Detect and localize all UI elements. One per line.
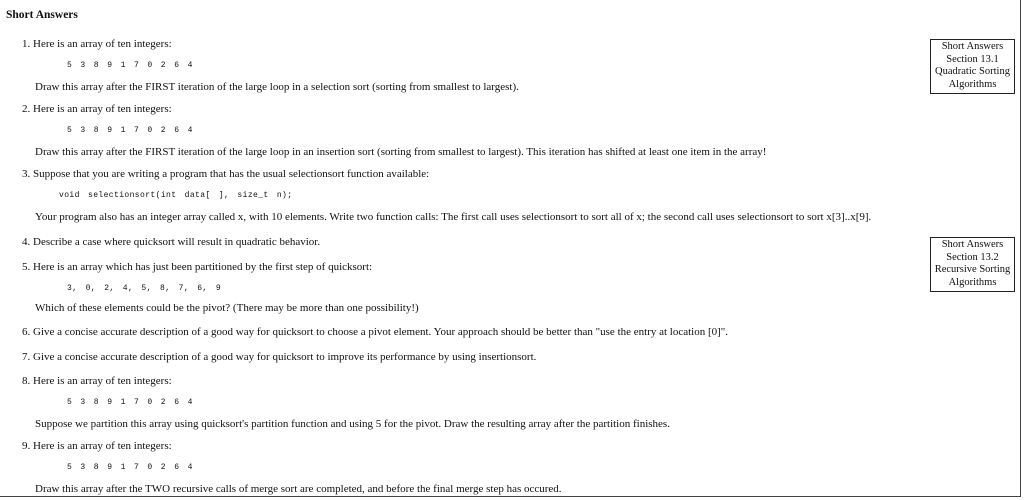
question-3-code: void selectionsort(int data[ ], size_t n); xyxy=(59,191,293,200)
question-number: 8. xyxy=(22,375,31,387)
question-6 xyxy=(22,325,728,339)
question-text: Describe a case where quicksort will result in quadratic behavior. xyxy=(33,236,321,248)
question-8-array: 5 3 8 9 1 7 0 2 6 4 xyxy=(67,398,193,407)
question-7 xyxy=(22,350,536,364)
section-13-2-box xyxy=(930,237,1015,292)
question-2-instruction: Draw this array after the FIRST iteration of the large loop in an insertion sort (sorting from smallest to largest). This iteration has shifted at least one item in the array! xyxy=(35,146,767,158)
section-13-1-box xyxy=(930,39,1015,94)
question-2 xyxy=(22,102,172,116)
question-8 xyxy=(22,374,172,388)
question-4 xyxy=(22,235,320,249)
question-text: Here is an array of ten integers: xyxy=(33,375,172,387)
question-number: 4. xyxy=(22,236,31,248)
box-line: Section 13.2 xyxy=(946,251,999,263)
box-line: Algorithms xyxy=(948,276,997,288)
question-text: Give a concise accurate description of a good way for quicksort to choose a pivot element. Your approach should be better than "use the entry at location [0]". xyxy=(33,326,729,338)
box-line: Section 13.1 xyxy=(946,53,999,65)
question-9-array: 5 3 8 9 1 7 0 2 6 4 xyxy=(67,463,193,472)
question-5 xyxy=(22,260,372,274)
question-5-array: 3, 0, 2, 4, 5, 8, 7, 6, 9 xyxy=(67,284,222,293)
box-line: Short Answers xyxy=(941,239,1004,250)
box-line: Short Answers xyxy=(941,41,1004,52)
question-number: 3. xyxy=(22,168,31,180)
question-text: Here is an array of ten integers: xyxy=(33,103,172,115)
question-number: 5. xyxy=(22,261,31,273)
box-line: Algorithms xyxy=(948,78,997,90)
question-1-instruction: Draw this array after the FIRST iteration of the large loop in a selection sort (sorting from smallest to largest). xyxy=(35,81,519,93)
question-number: 1. xyxy=(22,38,31,50)
question-number: 7. xyxy=(22,351,31,363)
question-3-instruction: Your program also has an integer array called x, with 10 elements. Write two function calls: The first call uses selectionsort to sort all of x; the second call uses selectionsort to sort x[3]..x[9]. xyxy=(35,211,872,223)
question-9-instruction: Draw this array after the TWO recursive calls of merge sort are completed, and before the final merge step has occured. xyxy=(35,483,562,495)
question-text: Here is an array of ten integers: xyxy=(33,440,172,452)
question-text: Here is an array which has just been partitioned by the first step of quicksort: xyxy=(33,261,373,273)
question-number: 9. xyxy=(22,440,31,452)
box-line: Recursive Sorting xyxy=(934,264,1011,275)
question-text: Here is an array of ten integers: xyxy=(33,38,172,50)
question-8-instruction: Suppose we partition this array using quicksort's partition function and using 5 for the pivot. Draw the resulting array after the partition finishes. xyxy=(35,418,670,430)
question-3 xyxy=(22,167,429,181)
question-2-array: 5 3 8 9 1 7 0 2 6 4 xyxy=(67,126,193,135)
box-line: Quadratic Sorting xyxy=(935,66,1010,77)
question-number: 6. xyxy=(22,326,31,338)
question-1-array: 5 3 8 9 1 7 0 2 6 4 xyxy=(67,61,193,70)
question-text: Suppose that you are writing a program that has the usual selectionsort function available: xyxy=(33,168,430,180)
question-9 xyxy=(22,439,172,453)
question-number: 2. xyxy=(22,103,31,115)
question-5-instruction: Which of these elements could be the pivot? (There may be more than one possibility!) xyxy=(35,302,419,314)
page-title: Short Answers xyxy=(6,9,78,21)
question-1 xyxy=(22,37,172,51)
question-text: Give a concise accurate description of a good way for quicksort to improve its performance by using insertionsort. xyxy=(33,351,537,363)
